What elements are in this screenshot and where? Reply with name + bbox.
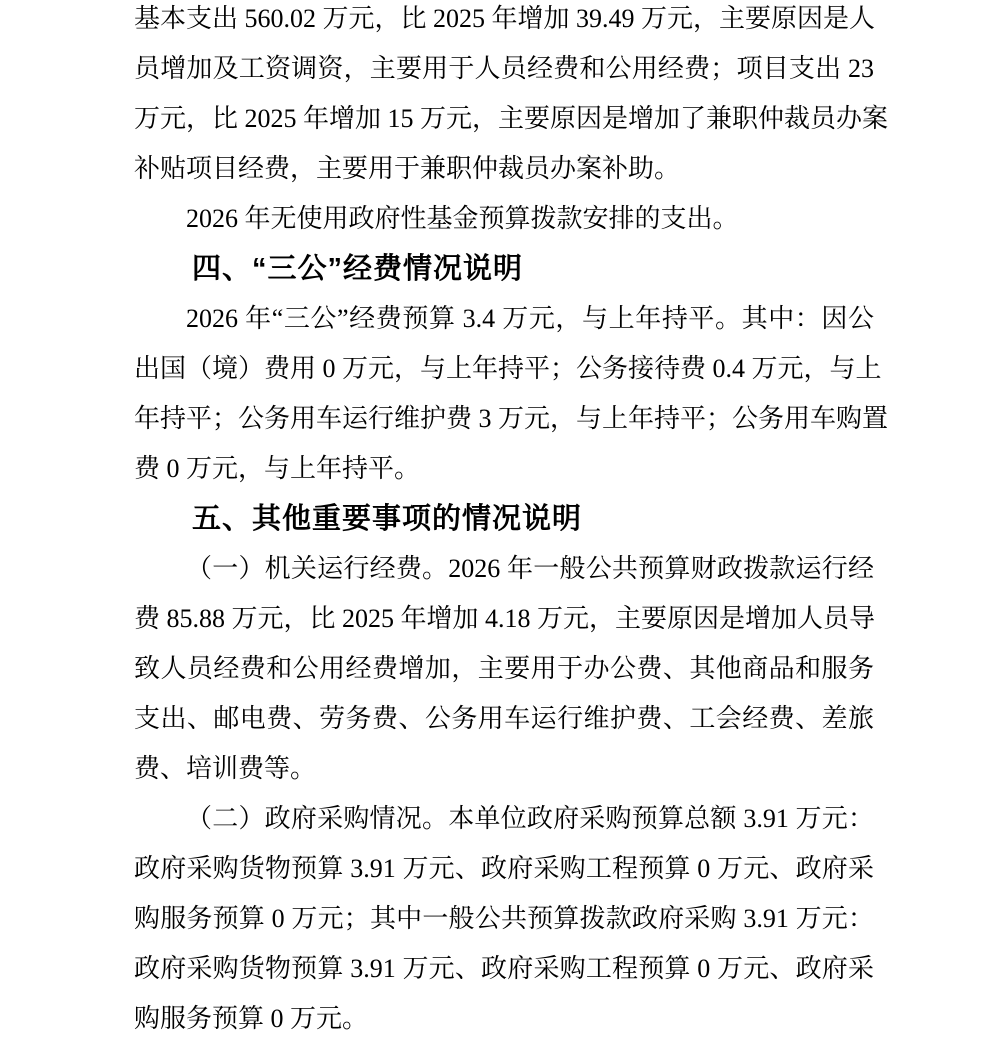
text-line: 出国（境）费用 0 万元，与上年持平；公务接待费 0.4 万元，与上 (134, 354, 882, 383)
text-line: 政府采购货物预算 3.91 万元、政府采购工程预算 0 万元、政府采 (134, 954, 874, 983)
section-heading: 四、“三公”经费情况说明 (192, 253, 524, 285)
text-line: 年持平；公务用车运行维护费 3 万元，与上年持平；公务用车购置 (134, 404, 889, 433)
text-line: 支出、邮电费、劳务费、公务用车运行维护费、工会经费、差旅 (134, 704, 874, 733)
text-line: 2026 年“三公”经费预算 3.4 万元，与上年持平。其中：因公 (186, 304, 874, 333)
text-line: 购服务预算 0 万元；其中一般公共预算拨款政府采购 3.91 万元： (134, 904, 874, 933)
text-line: 万元，比 2025 年增加 15 万元，主要原因是增加了兼职仲裁员办案 (134, 104, 889, 133)
text-line: 政府采购货物预算 3.91 万元、政府采购工程预算 0 万元、政府采 (134, 854, 874, 883)
text-line: 2026 年无使用政府性基金预算拨款安排的支出。 (186, 204, 739, 233)
text-line: 费、培训费等。 (134, 754, 317, 783)
text-line: 费 0 万元，与上年持平。 (134, 454, 421, 483)
document-page (134, 0, 889, 1044)
text-line: 基本支出 560.02 万元，比 2025 年增加 39.49 万元，主要原因是人 (134, 4, 876, 33)
text-line: 购服务预算 0 万元。 (134, 1004, 369, 1033)
section-heading: 五、其他重要事项的情况说明 (192, 503, 583, 535)
text-line: 员增加及工资调资，主要用于人员经费和公用经费；项目支出 23 (134, 54, 874, 83)
text-line: 补贴项目经费，主要用于兼职仲裁员办案补助。 (134, 154, 681, 183)
text-line: （二）政府采购情况。本单位政府采购预算总额 3.91 万元： (186, 804, 874, 833)
text-line: 致人员经费和公用经费增加，主要用于办公费、其他商品和服务 (134, 654, 874, 683)
text-line: （一）机关运行经费。2026 年一般公共预算财政拨款运行经 (186, 554, 874, 583)
text-line: 费 85.88 万元，比 2025 年增加 4.18 万元，主要原因是增加人员导 (134, 604, 876, 633)
